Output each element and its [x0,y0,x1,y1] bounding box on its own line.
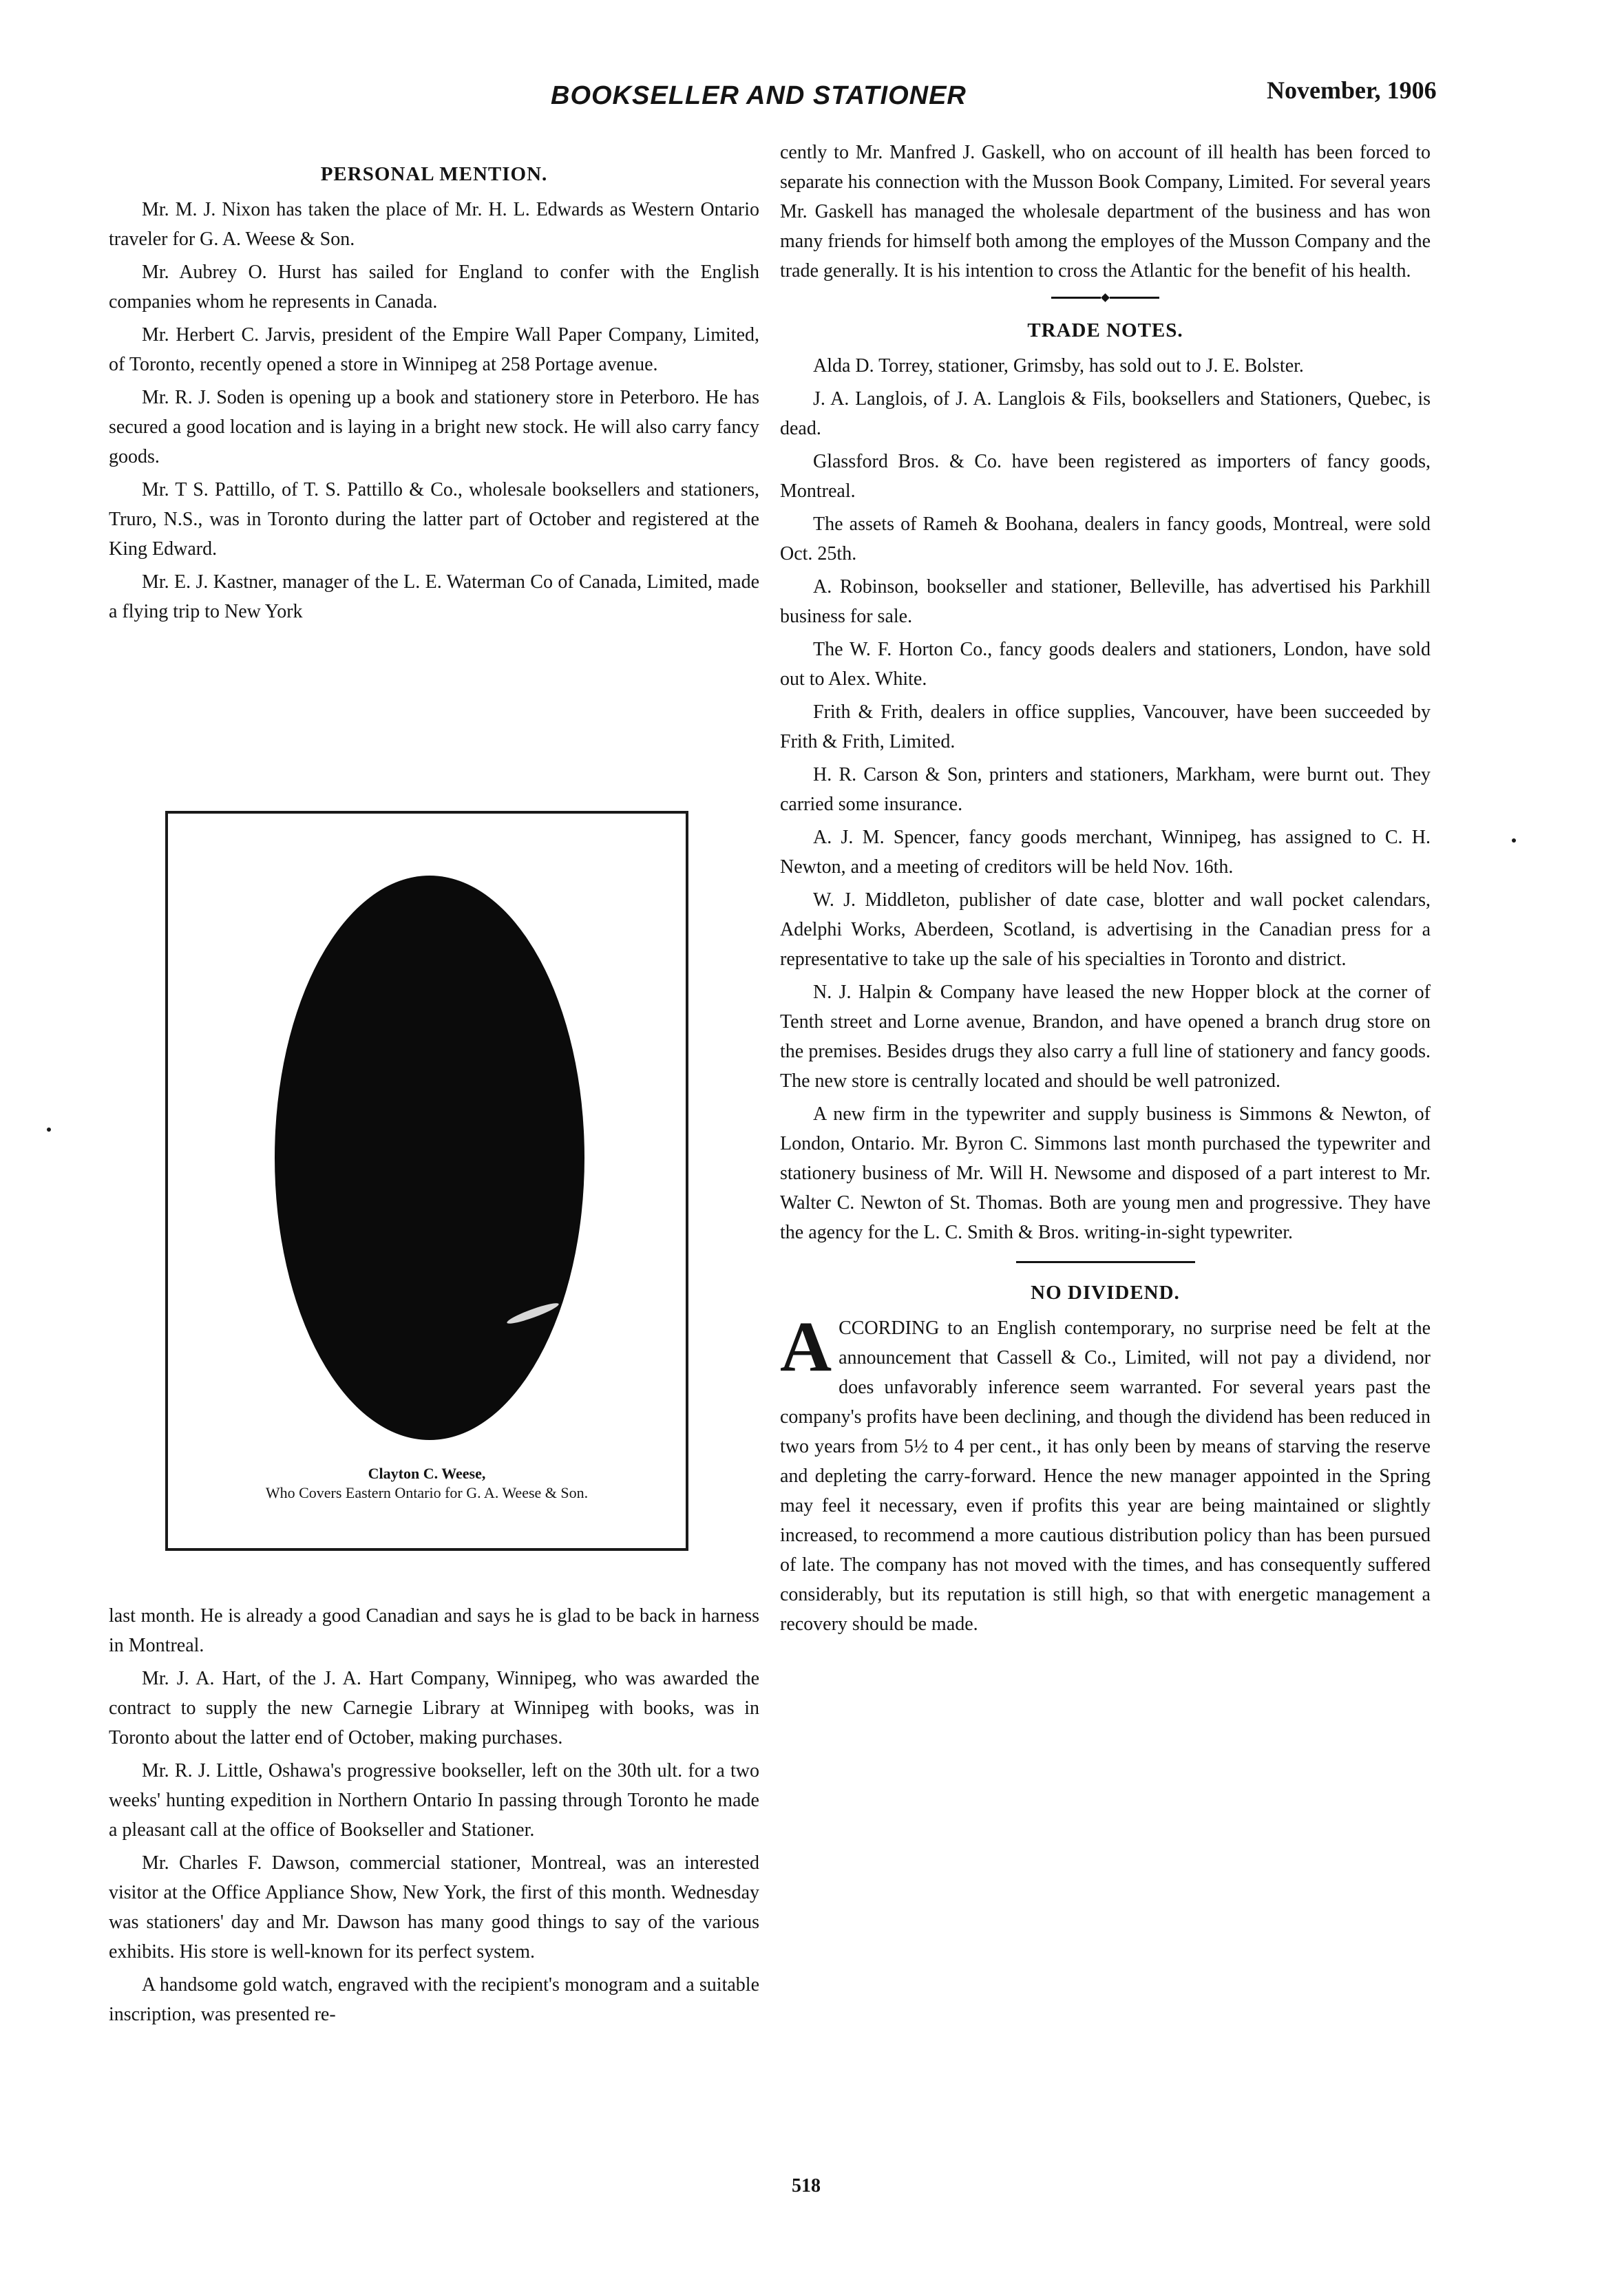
photo-highlight [505,1300,560,1327]
portrait-photo [165,811,688,1551]
trade-note: J. A. Langlois, of J. A. Langlois & Fils, booksellers and Stationers, Quebec, is dead. [780,388,1431,439]
paragraph: Mr. R. J. Soden is opening up a book and stationery store in Peterboro. He has secured a good location and is laying in a bright new stock. He will also carry fancy goods. [109,387,759,467]
trade-note: A new firm in the typewriter and supply business is Simmons & Newton, of London, Ontario. Mr. Byron C. Simmons last month purchased the typewriter and stationery business of Mr. Will H. Newsome and disposed of a part interest to Mr. Walter C. Newton of St. Thomas. Both are young men and progressive. They have the agency for the L. C. Smith & Bros. writing-in-sight typewriter. [780,1103,1431,1243]
paragraph: Mr. T S. Pattillo, of T. S. Pattillo & Co., wholesale booksellers and stationers, Truro, N.S., was in Toronto during the latter part of October and registered at the King Edward. [109,479,759,560]
no-dividend-heading: NO DIVIDEND. [1031,1282,1180,1304]
paragraph: A handsome gold watch, engraved with the recipient's monogram and a suitable inscription, was presented re- [109,1974,759,2025]
paragraph: last month. He is already a good Canadian and says he is glad to be back in harness in Montreal. [109,1605,759,1656]
page-number: 518 [792,2175,821,2197]
paragraph: Mr. Charles F. Dawson, commercial stationer, Montreal, was an interested visitor at the Office Appliance Show, New York, the first of this month. Wednesday was stationers' day and Mr. Dawson has many good things to say of the various exhibits. His store is well-known for its perfect system. [109,1852,759,1962]
trade-note: The assets of Rameh & Boohana, dealers in fancy goods, Montreal, were sold Oct. 25th. [780,514,1431,564]
personal-mention-heading: PERSONAL MENTION. [320,163,548,185]
trade-note: Glassford Bros. & Co. have been registered as importers of fancy goods, Montreal. [780,451,1431,502]
drop-cap: A [780,1307,832,1386]
paragraph: Mr. R. J. Little, Oshawa's progressive bookseller, left on the 30th ult. for a two weeks' hunting expedition in Northern Ontario In passing through Toronto he made a pleasant call at the office of Bookseller and Stationer. [109,1760,759,1841]
no-dividend-body: CCORDING to an English contemporary, no surprise need be felt at the announcement that Cassell & Co., Limited, will not pay a dividend, nor does unfavorably inference seem warranted. For several years past the company's profits have been declining, and though the dividend has been reduced in two years from 5½ to 4 per cent., it has only been by means of starving the reserve and depleting the carry-forward. Hence the new manager appointed in the Spring may feel it necessary, even if profits this year are being maintained or slightly increased, to recommend a more cautious distribution policy than has been pursued of late. The company has not moved with the times, and has consequently suffered considerably, but its reputation is still high, so that with energetic management a recovery should be made. [780,1318,1431,1635]
trade-note: The W. F. Horton Co., fancy goods dealers and stationers, London, have sold out to Alex. White. [780,639,1431,690]
trade-note: A. J. M. Spencer, fancy goods merchant, Winnipeg, has assigned to C. H. Newton, and a meeting of creditors will be held Nov. 16th. [780,827,1431,878]
trade-note: Alda D. Torrey, stationer, Grimsby, has sold out to J. E. Bolster. [813,355,1304,377]
paragraph: Mr. M. J. Nixon has taken the place of Mr. H. L. Edwards as Western Ontario traveler for G. A. Weese & Son. [109,199,759,250]
section-divider [780,290,1431,304]
paragraph: Mr. E. J. Kastner, manager of the L. E. Waterman Co of Canada, Limited, made a flying trip to New York [109,571,759,622]
continuation-paragraph: cently to Mr. Manfred J. Gaskell, who on account of ill health has been forced to separate his connection with the Musson Book Company, Limited. For several years Mr. Gaskell has managed the wholesale department of the business and has won many friends for himself both among the employes of the Musson Company and the trade generally. It is his intention to cross the Atlantic for the benefit of his health. [780,142,1431,282]
caption-name: Clayton C. Weese, [368,1465,486,1482]
scan-speck [1512,838,1516,843]
no-dividend-paragraph [780,1307,1431,1639]
trade-note: A. Robinson, bookseller and stationer, Belleville, has advertised his Parkhill business for sale. [780,576,1431,627]
paragraph: Mr. Herbert C. Jarvis, president of the Empire Wall Paper Company, Limited, of Toronto, recently opened a store in Winnipeg at 258 Portage avenue. [109,324,759,375]
trade-notes-heading: TRADE NOTES. [1027,319,1183,341]
photo-caption [189,1464,665,1503]
trade-note: W. J. Middleton, publisher of date case, blotter and wall pocket calendars, Adelphi Works, Aberdeen, Scotland, is advertising in the Canadian press for a representative to take up the sale of his specialties in Toronto and district. [780,889,1431,970]
trade-note: N. J. Halpin & Company have leased the new Hopper block at the corner of Tenth street and Lorne avenue, Brandon, and have opened a branch drug store on the premises. Besides drugs they also carry a full line of stationery and fancy goods. The new store is centrally located and should be well patronized. [780,982,1431,1092]
issue-date: November, 1906 [1267,76,1437,104]
trade-note: H. R. Carson & Son, printers and stationers, Markham, were burnt out. They carried some insurance. [780,764,1431,815]
paragraph: Mr. J. A. Hart, of the J. A. Hart Company, Winnipeg, who was awarded the contract to supply the new Carnegie Library at Winnipeg with books, was in Toronto about the latter end of October, making purchases. [109,1668,759,1748]
paragraph: Mr. Aubrey O. Hurst has sailed for England to confer with the English companies whom he represents in Canada. [109,262,759,313]
journal-title: BOOKSELLER AND STATIONER [551,81,967,110]
caption-text: Who Covers Eastern Ontario for G. A. Weese & Son. [265,1484,589,1501]
left-column-top [109,160,759,752]
right-column [780,138,1431,2175]
scan-speck [47,1128,51,1132]
section-rule [1016,1261,1195,1263]
trade-note: Frith & Frith, dealers in office supplies, Vancouver, have been succeeded by Frith & Frith, Limited. [780,701,1431,752]
portrait-oval [275,876,584,1440]
left-column-bottom [109,1601,759,2179]
